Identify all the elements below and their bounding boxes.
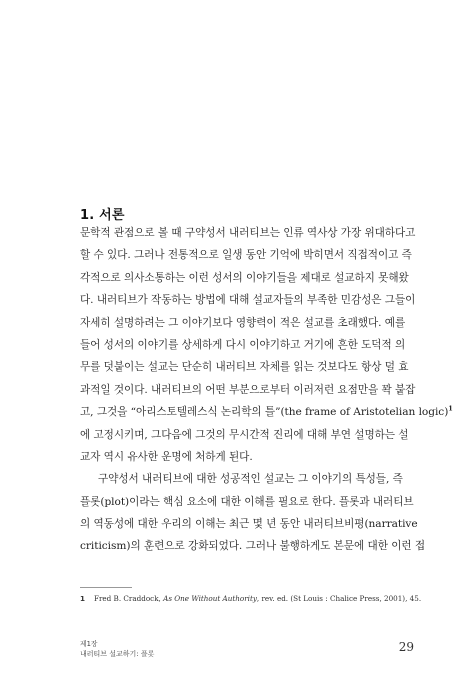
text-line: 다. 내러티브가 작동하는 방법에 대해 설교자들의 부족한 민감성은 그들이 xyxy=(80,294,416,307)
footnote-number: 1 xyxy=(80,594,86,603)
text-line-segment: 고, 그것을 “아리스토텔레스식 논리학의 틀”(the frame of Aristotelian logic) xyxy=(80,406,449,419)
text-line: 자세히 설명하려는 그 이야기보다 영향력이 적은 설교를 초래했다. 예를 xyxy=(80,316,406,329)
text-line: 들어 성서의 이야기를 상세하게 다시 이야기하고 거기에 흔한 도덕적 의 xyxy=(80,338,406,351)
footnote-book-title: As One Without Authority xyxy=(163,594,257,603)
footnote-author: Fred B. Craddock, xyxy=(94,594,164,603)
running-chapter-title: 내러티브 설교하기: 플롯 xyxy=(80,650,155,658)
text-line: criticism)의 훈련으로 강화되었다. 그러나 불행하게도 본문에 대한 이런 접 xyxy=(80,540,426,553)
text-line: 과적일 것이다. 내러티브의 어떤 부분으로부터 이러저런 요점만을 꽉 붙잡 xyxy=(80,383,416,396)
footnote xyxy=(80,594,421,604)
text-line: 에 고정시키며, 그다음에 그것의 무시간적 진리에 대해 부연 설명하는 설 xyxy=(80,428,409,441)
body-text xyxy=(80,222,453,558)
text-line: 교자 역시 유사한 운명에 처하게 된다. xyxy=(80,450,253,463)
text-line: 플롯(plot)이라는 핵심 요소에 대한 이해를 필요로 한다. 플롯과 내러티브 xyxy=(80,495,414,508)
text-line: 의 역동성에 대한 우리의 이해는 최근 몇 년 동안 내러티브비평(narrative xyxy=(80,518,418,531)
footnote-publication: , rev. ed. (St Louis : Chalice Press, 2001), 45. xyxy=(256,594,422,603)
running-chapter-label: 제1장 xyxy=(80,640,98,648)
text-line: 각적으로 의사소통하는 이런 성서의 이야기들을 제대로 설교하지 못해왔 xyxy=(80,271,409,284)
text-line: 할 수 있다. 그러나 전통적으로 일생 동안 기억에 박히면서 직접적이고 즉 xyxy=(80,249,412,262)
text-line: 문학적 관점으로 볼 때 구약성서 내러티브는 인류 역사상 가장 위대하다고 xyxy=(80,227,416,239)
footnote-divider xyxy=(80,587,132,588)
text-line-with-footnote-ref xyxy=(80,401,453,423)
footnote-ref-mark[interactable]: 1 xyxy=(448,404,453,413)
page-number: 29 xyxy=(398,640,414,654)
paragraph-first-line: 구약성서 내러티브에 대한 성공적인 설교는 그 이야기의 특성들, 즉 xyxy=(98,473,403,486)
text-line: 무를 덧붙이는 설교는 단순히 내러티브 자체를 읽는 것보다도 항상 덜 효 xyxy=(80,361,409,374)
section-heading: 1. 서론 xyxy=(80,208,125,223)
